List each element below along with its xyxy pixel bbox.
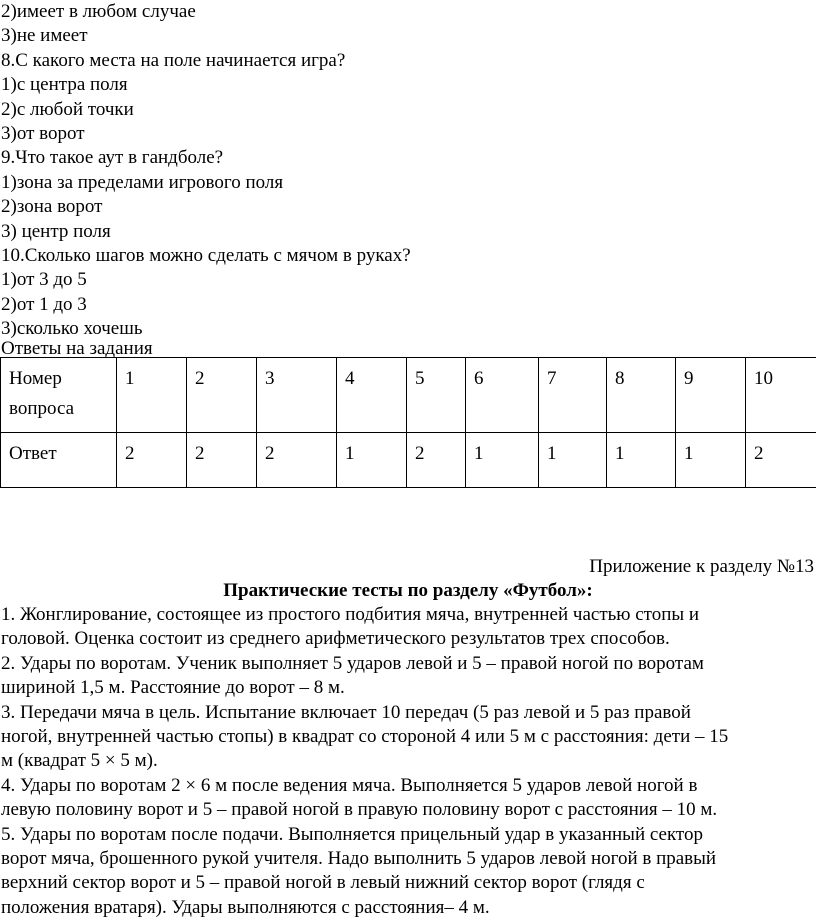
question-number-cell: 2	[187, 358, 257, 433]
paragraph-line: 3. Передачи мяча в цель. Испытание включает 10 передач (5 раз левой и 5 раз правой	[1, 701, 813, 725]
answer-cell: 1	[607, 433, 676, 488]
paragraph-line: 1. Жонглирование, состоящее из простого подбития мяча, внутренней частью стопы и	[1, 603, 813, 627]
question-number-cell: 9	[676, 358, 746, 433]
question-number-cell: 8	[607, 358, 676, 433]
answer-cell: 1	[466, 433, 539, 488]
question-line: 3)сколько хочешь	[1, 317, 811, 341]
question-line: 2)зона ворот	[1, 195, 811, 219]
question-line: 2)с любой точки	[1, 98, 811, 122]
question-line: 2)имеет в любом случае	[1, 0, 811, 24]
question-number-cell: 4	[337, 358, 407, 433]
question-line: 3)не имеет	[1, 24, 811, 48]
row-header-answer: Ответ	[1, 433, 117, 488]
row-header-number: Номер вопроса	[1, 358, 117, 433]
paragraph-line: положения вратаря). Удары выполняются с расстояния– 4 м.	[1, 896, 813, 920]
paragraph-line: шириной 1,5 м. Расстояние до ворот – 8 м.	[1, 676, 813, 700]
question-line: 1)зона за пределами игрового поля	[1, 171, 811, 195]
answers-title: Ответы на задания	[1, 337, 153, 361]
question-line: 1)от 3 до 5	[1, 268, 811, 292]
answer-cell: 1	[337, 433, 407, 488]
paragraph-line: верхний сектор ворот и 5 – правой ногой в левый нижний сектор ворот (глядя с	[1, 871, 813, 895]
question-number-cell: 3	[257, 358, 337, 433]
section-title: Практические тесты по разделу «Футбол»:	[0, 579, 816, 603]
question-number-cell: 10	[746, 358, 816, 433]
question-line: 1)с центра поля	[1, 73, 811, 97]
question-line: 3)от ворот	[1, 122, 811, 146]
question-number-cell: 5	[407, 358, 466, 433]
question-line: 9.Что такое аут в гандболе?	[1, 146, 811, 170]
answer-cell: 1	[676, 433, 746, 488]
question-line: 3) центр поля	[1, 220, 811, 244]
question-line: 10.Сколько шагов можно сделать с мячом в руках?	[1, 244, 811, 268]
tests-description	[1, 603, 813, 920]
question-number-cell: 1	[117, 358, 187, 433]
answer-cell: 2	[117, 433, 187, 488]
question-line: 2)от 1 до 3	[1, 293, 811, 317]
paragraph-line: м (квадрат 5 × 5 м).	[1, 749, 813, 773]
answer-cell: 2	[746, 433, 816, 488]
paragraph-line: головой. Оценка состоит из среднего арифметического результатов трех способов.	[1, 627, 813, 651]
paragraph-line: 4. Удары по воротам 2 × 6 м после ведения мяча. Выполняется 5 ударов левой ногой в	[1, 774, 813, 798]
paragraph-line: ногой, внутренней частью стопы) в квадрат со стороной 4 или 5 м с расстояния: дети – 15	[1, 725, 813, 749]
paragraph-line: левую половину ворот и 5 – правой ногой в правую половину ворот с расстояния – 10 м.	[1, 798, 813, 822]
answer-cell: 2	[407, 433, 466, 488]
table-row	[1, 433, 816, 488]
question-number-cell: 7	[539, 358, 607, 433]
appendix-label: Приложение к разделу №13	[589, 555, 814, 579]
answer-cell: 2	[257, 433, 337, 488]
paragraph-line: ворот мяча, брошенного рукой учителя. Надо выполнить 5 ударов левой ногой в правый	[1, 847, 813, 871]
table-row	[1, 358, 816, 433]
answer-cell: 2	[187, 433, 257, 488]
answer-cell: 1	[539, 433, 607, 488]
answers-table	[0, 357, 816, 488]
paragraph-line: 2. Удары по воротам. Ученик выполняет 5 ударов левой и 5 – правой ногой по воротам	[1, 652, 813, 676]
question-number-cell: 6	[466, 358, 539, 433]
paragraph-line: 5. Удары по воротам после подачи. Выполняется прицельный удар в указанный сектор	[1, 823, 813, 847]
question-line: 8.С какого места на поле начинается игра?	[1, 49, 811, 73]
questions-block	[1, 0, 811, 341]
